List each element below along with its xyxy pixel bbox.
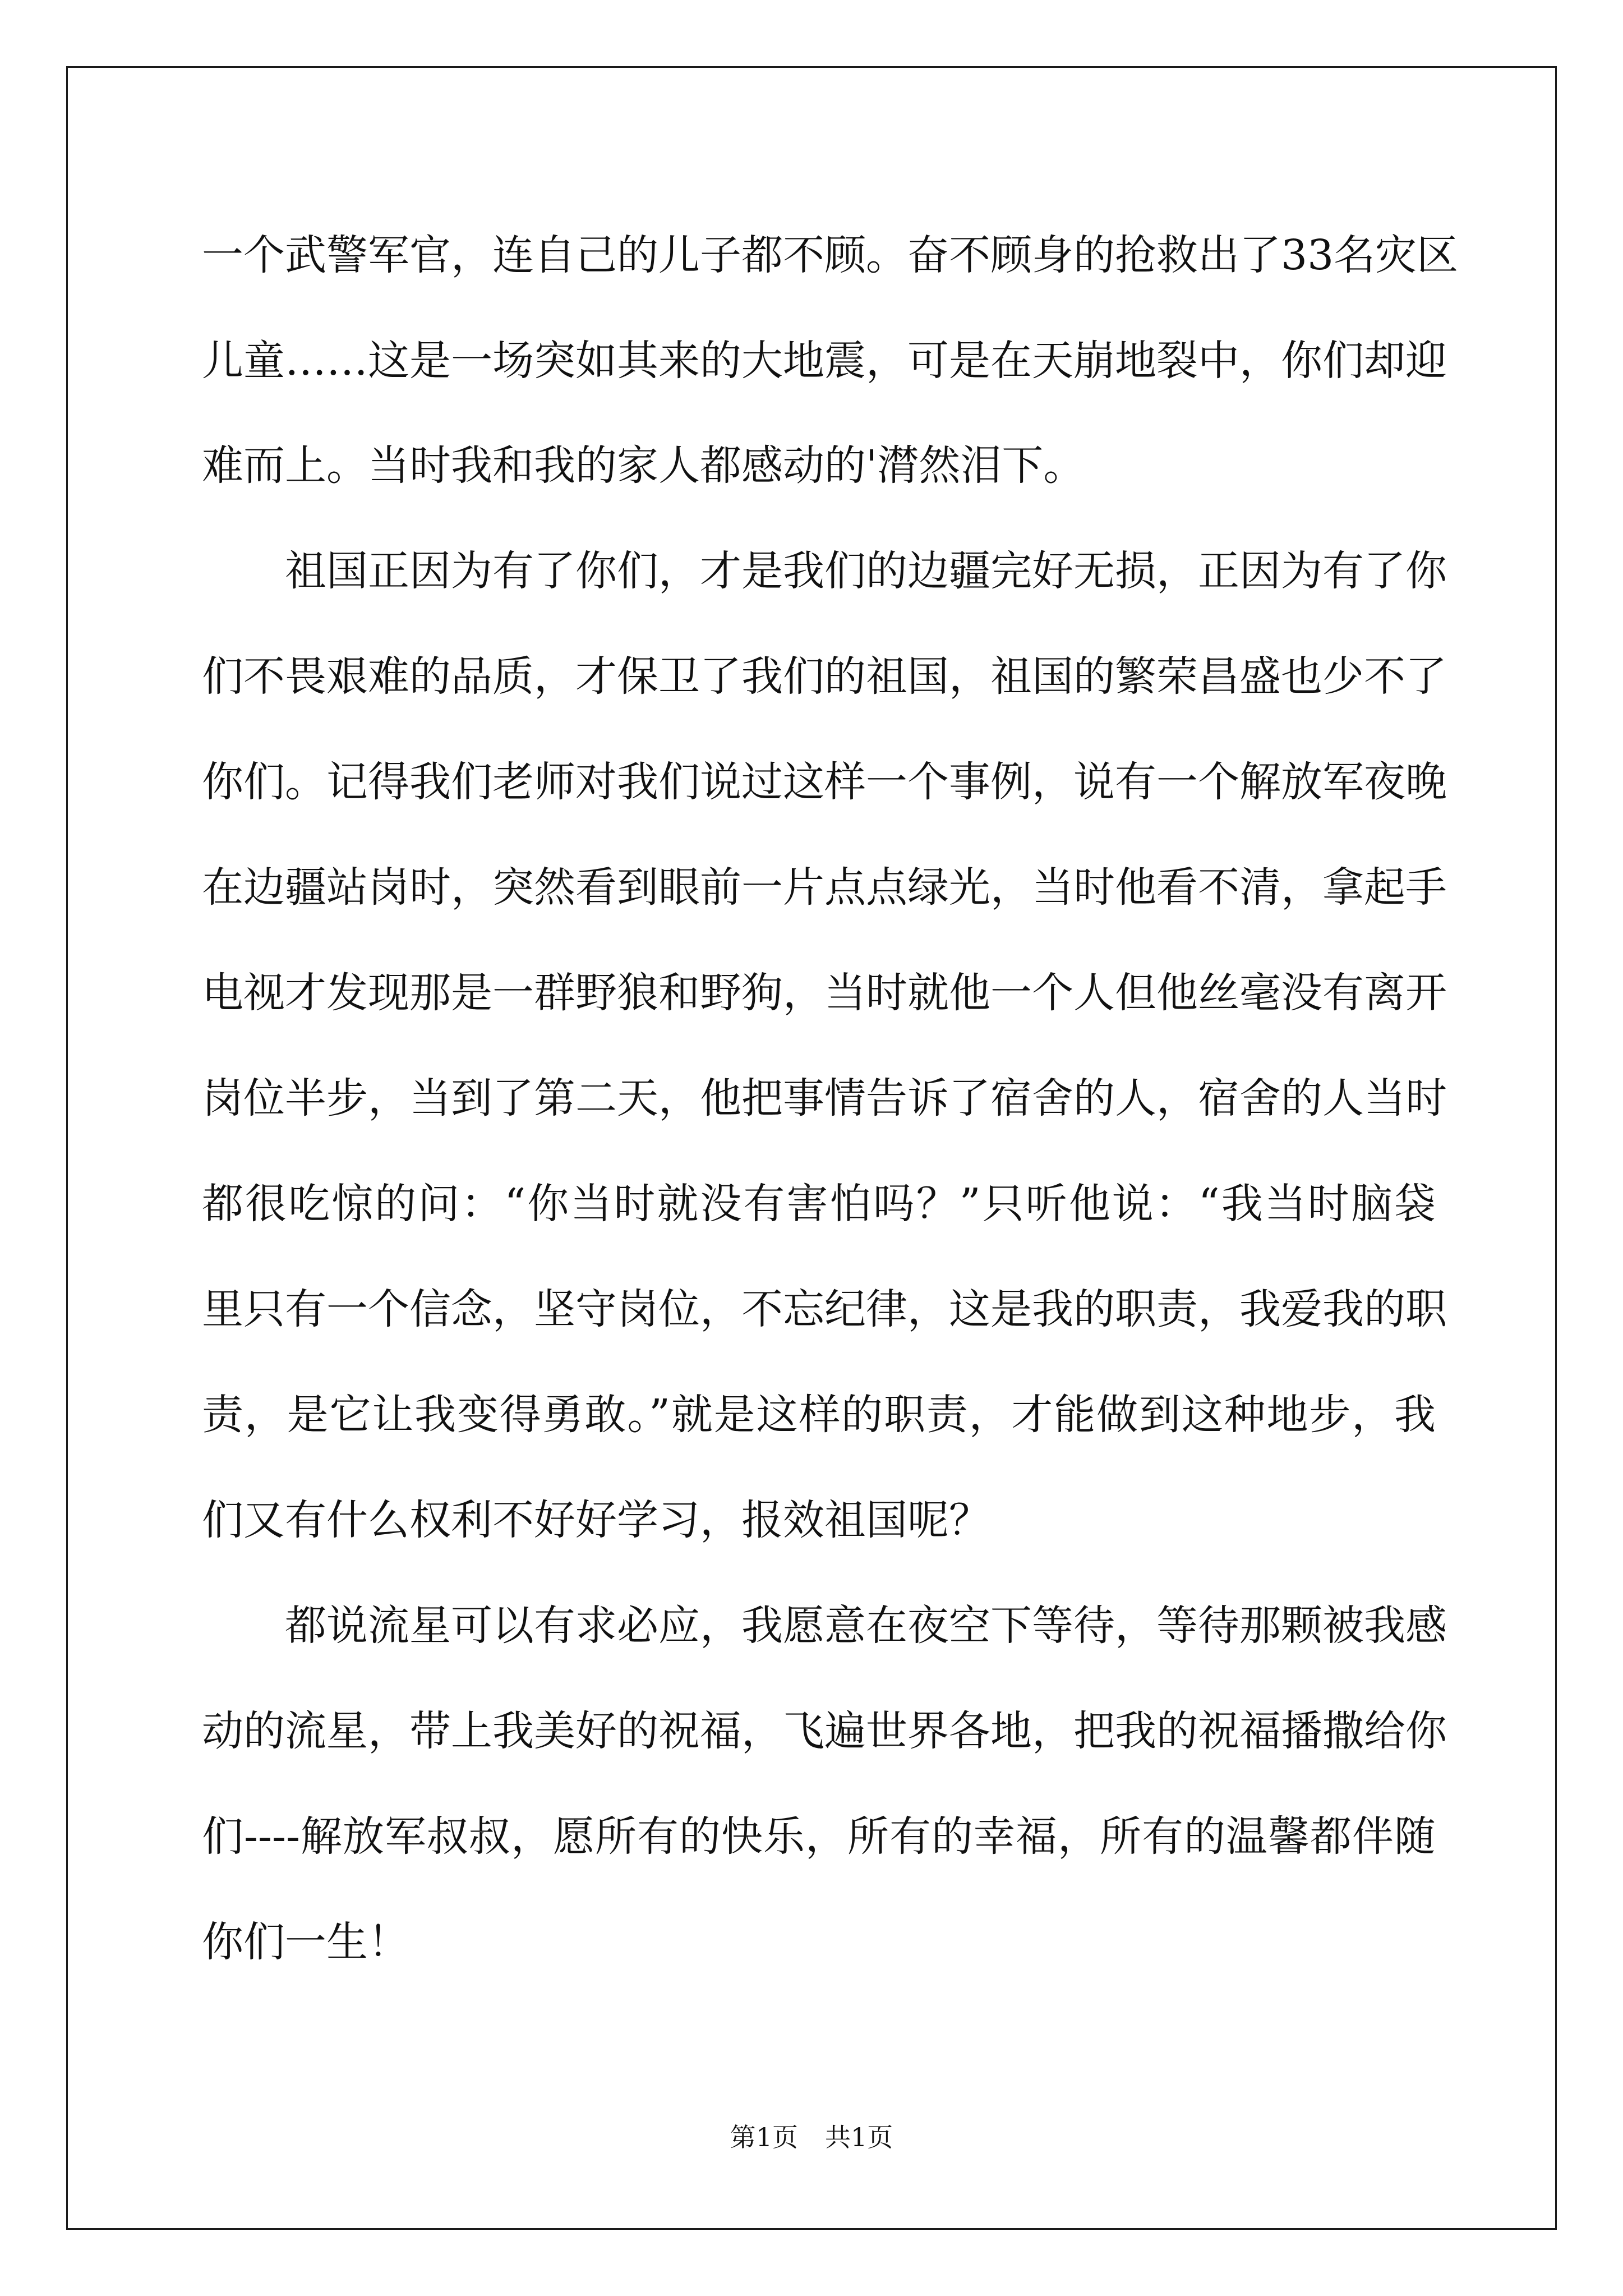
text-line: 一个武警军官，连自己的儿子都不顾。奋不顾身的抢救出了33名灾区 (202, 231, 1459, 279)
text-line: 们又有什么权利不好好学习，报效祖国呢？ (202, 1496, 990, 1544)
text-line: 们----解放军叔叔，愿所有的快乐，所有的幸福，所有的温馨都伴随 (202, 1812, 1436, 1861)
page-number: 第1页 (730, 2122, 798, 2152)
text-line: 责，是它让我变得勇敢。”就是这样的职责，才能做到这种地步，我 (202, 1391, 1436, 1439)
paragraph-first-line: 祖国正因为有了你们，才是我们的边疆完好无损，正因为有了你 (285, 547, 1447, 595)
text-line: 在边疆站岗时，突然看到眼前一片点点绿光，当时他看不清，拿起手 (202, 863, 1447, 912)
paragraph-first-line: 都说流星可以有求必应，我愿意在夜空下等待，等待那颗被我感 (285, 1602, 1447, 1650)
page-footer (0, 2120, 1623, 2154)
text-line: 里只有一个信念，坚守岗位，不忘纪律，这是我的职责，我爱我的职 (202, 1285, 1447, 1333)
page-total: 共1页 (825, 2122, 893, 2152)
text-line: 动的流星，带上我美好的祝福，飞遍世界各地，把我的祝福播撒给你 (202, 1707, 1447, 1755)
text-line: 岗位半步，当到了第二天，他把事情告诉了宿舍的人，宿舍的人当时 (202, 1074, 1447, 1122)
text-line: 你们一生！ (202, 1918, 409, 1966)
text-line: 们不畏艰难的品质，才保卫了我们的祖国，祖国的繁荣昌盛也少不了 (202, 652, 1447, 701)
text-line: 儿童……这是一场突如其来的大地震，可是在天崩地裂中，你们却迎 (202, 337, 1447, 385)
text-line: 电视才发现那是一群野狼和野狗，当时就他一个人但他丝毫没有离开 (202, 969, 1447, 1017)
text-line: 都很吃惊的问：“你当时就没有害怕吗？”只听他说：“我当时脑袋 (202, 1180, 1436, 1228)
text-line: 难而上。当时我和我的家人都感动的'潸然泪下。 (202, 441, 1085, 490)
text-line: 你们。记得我们老师对我们说过这样一个事例，说有一个解放军夜晚 (202, 758, 1447, 806)
